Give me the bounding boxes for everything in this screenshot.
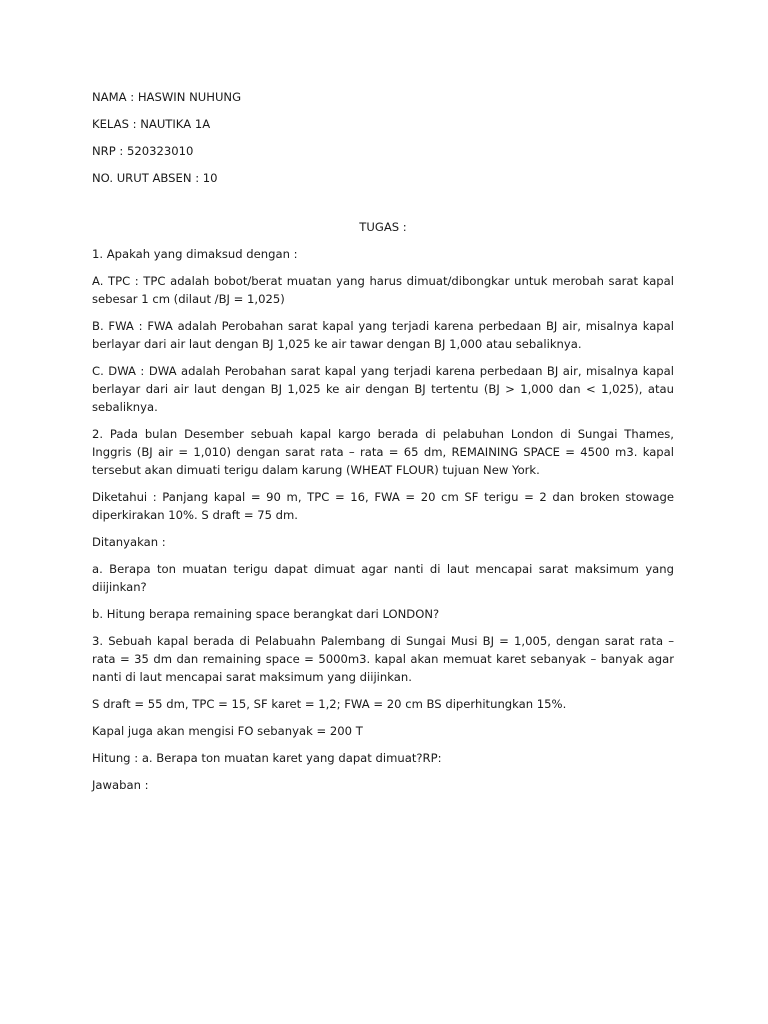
answer-label: Jawaban :	[92, 778, 149, 792]
student-class: KELAS : NAUTIKA 1A	[92, 117, 211, 131]
student-absen: NO. URUT ABSEN : 10	[92, 171, 218, 185]
page-title: TUGAS :	[359, 220, 407, 234]
question-2: 2. Pada bulan Desember sebuah kapal kargo berada di pelabuhan London di Sungai Thames, Inggris (BJ air = 1,010) dengan sarat rata – rata = 65 dm, REMAINING SPACE = 4500 m3. kapal tersebut akan dimuati terigu dalam karung (WHEAT FLOUR) tujuan New York.	[92, 427, 674, 477]
spacer	[92, 196, 674, 218]
question-1b: B. FWA : FWA adalah Perobahan sarat kapal yang terjadi karena perbedaan BJ air, misalnya kapal berlayar dari air laut dengan BJ 1,025 ke air tawar dengan BJ 1,000 atau sebaliknya.	[92, 319, 674, 351]
document-page	[92, 88, 674, 803]
student-name: NAMA : HASWIN NUHUNG	[92, 90, 242, 104]
question-3: 3. Sebuah kapal berada di Pelabuahn Palembang di Sungai Musi BJ = 1,005, dengan sarat rata – rata = 35 dm dan remaining space = 5000m3. kapal akan memuat karet sebanyak – banyak agar nanti di laut mencapai sarat maksimum yang diijinkan.	[92, 634, 674, 684]
student-nrp: NRP : 520323010	[92, 144, 194, 158]
question-1a: A. TPC : TPC adalah bobot/berat muatan yang harus dimuat/dibongkar untuk merobah sarat kapal sebesar 1 cm (dilaut /BJ = 1,025)	[92, 274, 674, 306]
question-1c: C. DWA : DWA adalah Perobahan sarat kapal yang terjadi karena perbedaan BJ air, misalnya kapal berlayar dari air laut dengan BJ 1,025 ke air dengan BJ tertentu (BJ > 1,000 dan < 1,025), atau sebaliknya.	[92, 364, 674, 414]
question-3-fo: Kapal juga akan mengisi FO sebanyak = 200 T	[92, 724, 363, 738]
question-2b: b. Hitung berapa remaining space berangkat dari LONDON?	[92, 607, 440, 621]
question-3-count: Hitung : a. Berapa ton muatan karet yang dapat dimuat?RP:	[92, 751, 442, 765]
question-1: 1. Apakah yang dimaksud dengan :	[92, 247, 298, 261]
question-2-known: Diketahui : Panjang kapal = 90 m, TPC = 16, FWA = 20 cm SF terigu = 2 dan broken stowage diperkirakan 10%. S draft = 75 dm.	[92, 490, 674, 522]
question-2-asked: Ditanyakan :	[92, 535, 166, 549]
question-3-known: S draft = 55 dm, TPC = 15, SF karet = 1,2; FWA = 20 cm BS diperhitungkan 15%.	[92, 697, 567, 711]
question-2a: a. Berapa ton muatan terigu dapat dimuat agar nanti di laut mencapai sarat maksimum yang diijinkan?	[92, 562, 674, 594]
